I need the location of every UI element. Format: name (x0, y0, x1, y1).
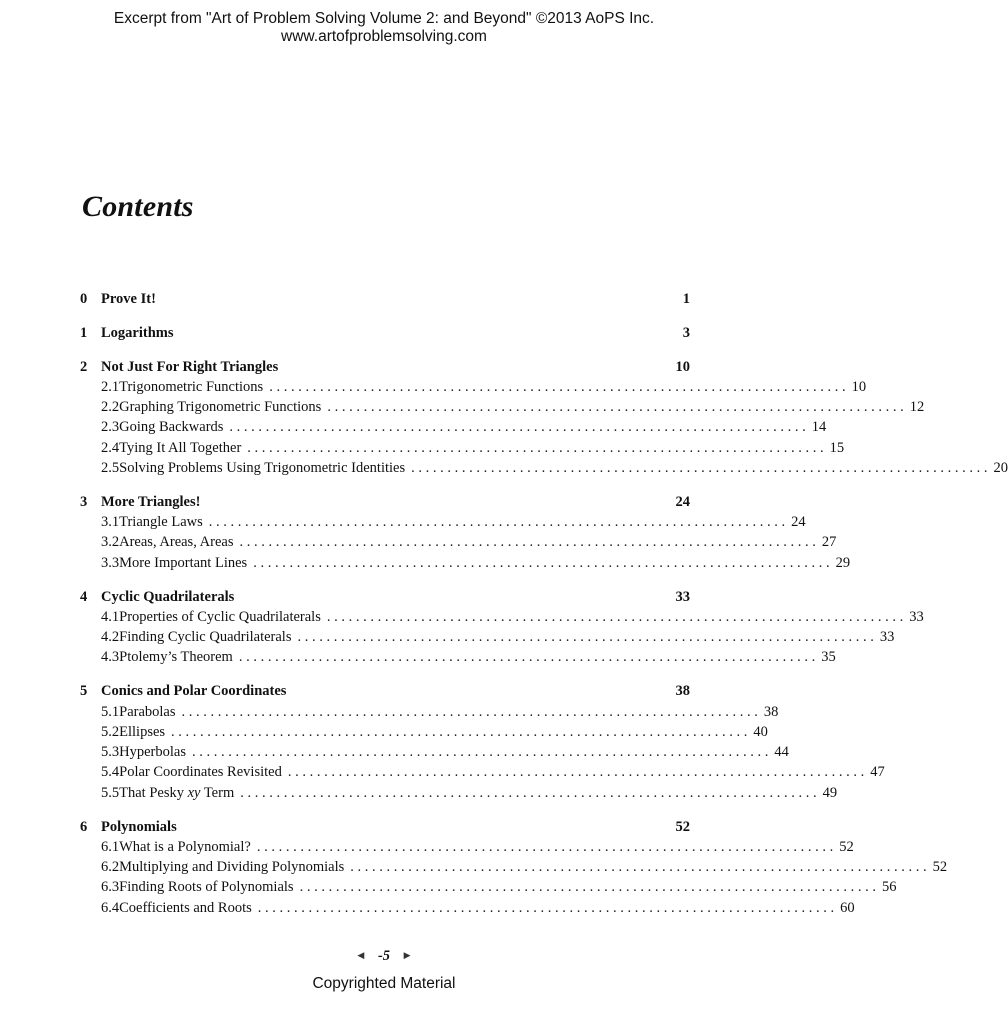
section-title: Multiplying and Dividing Polynomials (119, 859, 345, 876)
section-number: 4.2 (101, 629, 120, 646)
toc-section-row[interactable] (80, 419, 827, 439)
section-number: 6.1 (101, 838, 120, 855)
section-page: 33 (879, 629, 895, 646)
toc-section-row[interactable] (80, 439, 845, 460)
section-number: 2.1 (101, 378, 120, 395)
dot-leader: . . . . . . . . . . . . . . . . . . . . . . . . . . . . . . . . . . . . . . . . . . . . . . . . . . . . . . . . . . . . . . . . . . . . . . . . . . . . . . . . (181, 703, 758, 720)
toc-chapter-row[interactable] (80, 589, 690, 609)
section-number: 6.4 (101, 899, 120, 916)
toc-section-row[interactable] (80, 534, 837, 554)
section-page: 49 (822, 784, 838, 801)
section-title: Finding Roots of Polynomials (119, 879, 294, 896)
chapter-number: 5 (80, 683, 88, 700)
section-title: Properties of Cyclic Quadrilaterals (119, 608, 321, 625)
chapter-page: 3 (682, 324, 690, 341)
section-number: 5.4 (101, 764, 120, 781)
toc-section-row[interactable] (80, 744, 789, 764)
section-page: 47 (870, 764, 885, 781)
section-number: 4.3 (101, 649, 120, 666)
section-title: More Important Lines (119, 554, 248, 571)
section-page: 35 (821, 649, 836, 666)
section-number: 2.5 (101, 460, 120, 477)
section-title: That Pesky xy Term (119, 784, 235, 801)
triangle-left-icon[interactable]: ◀ (357, 950, 365, 960)
section-number: 3.3 (101, 554, 120, 571)
toc-section-row[interactable] (80, 514, 806, 534)
section-page: 40 (753, 723, 768, 740)
toc-section-row[interactable] (80, 859, 948, 879)
section-page: 24 (791, 514, 806, 531)
chapter-page: 1 (682, 291, 690, 307)
toc-chapter (80, 325, 690, 345)
dot-leader: . . . . . . . . . . . . . . . . . . . . . . . . . . . . . . . . . . . . . . . . . . . . . . . . . . . . . . . . . . . . . . . . . . . . . . . . . . . . . . . . (229, 419, 806, 436)
chapter-number: 3 (80, 493, 88, 510)
section-number: 3.2 (101, 534, 120, 551)
section-title: Trigonometric Functions (119, 378, 264, 395)
chapter-number: 6 (80, 818, 88, 835)
toc-chapter (80, 588, 924, 670)
section-page: 29 (835, 554, 851, 571)
section-page: 33 (909, 608, 924, 625)
section-number: 2.3 (101, 419, 120, 436)
chapter-title: Prove It! (101, 291, 156, 307)
chapter-number: 0 (80, 291, 88, 307)
chapter-page: 24 (675, 493, 690, 510)
dot-leader: . . . . . . . . . . . . . . . . . . . . . . . . . . . . . . . . . . . . . . . . . . . . . . . . . . . . . . . . . . . . . . . . . . . . . . . . . . . . . . . . (257, 899, 835, 916)
section-page: 60 (840, 899, 855, 916)
section-title: What is a Polynomial? (119, 838, 251, 855)
dot-leader: . . . . . . . . . . . . . . . . . . . . . . . . . . . . . . . . . . . . . . . . . . . . . . . . . . . . . . . . . . . . . . . . . . . . . . . . . . . . . . . . (326, 608, 904, 625)
section-number: 5.2 (101, 723, 120, 740)
section-page: 15 (829, 439, 845, 456)
toc-chapter-row[interactable] (80, 291, 690, 311)
chapter-number: 1 (80, 324, 88, 341)
section-title: Areas, Areas, Areas (119, 534, 234, 551)
chapter-number: 2 (80, 358, 88, 375)
section-title: Solving Problems Using Trigonometric Identities (119, 460, 406, 477)
chapter-page: 52 (675, 818, 690, 835)
section-number: 2.4 (101, 439, 120, 456)
dot-leader: . . . . . . . . . . . . . . . . . . . . . . . . . . . . . . . . . . . . . . . . . . . . . . . . . . . . . . . . . . . . . . . . . . . . . . . . . . . . . . . . (171, 723, 748, 740)
section-title: Tying It All Together (119, 439, 242, 456)
toc-section-row[interactable] (80, 784, 838, 805)
dot-leader: . . . . . . . . . . . . . . . . . . . . . . . . . . . . . . . . . . . . . . . . . . . . . . . . . . . . . . . . . . . . . . . . . . . . . . . . . . . . . . . . (411, 460, 988, 477)
section-page: 44 (774, 744, 789, 761)
section-number: 4.1 (101, 608, 120, 625)
toc-chapter (80, 493, 851, 575)
section-page: 27 (821, 534, 837, 551)
toc-section-row[interactable] (80, 879, 897, 899)
page-number: -5 (377, 948, 391, 964)
section-number: 2.2 (101, 399, 120, 416)
section-title: Going Backwards (119, 419, 224, 436)
section-page: 56 (881, 879, 897, 896)
toc-section-row[interactable] (80, 629, 895, 649)
dot-leader: . . . . . . . . . . . . . . . . . . . . . . . . . . . . . . . . . . . . . . . . . . . . . . . . . . . . . . . . . . . . . . . . . . . . . . . . . . . . . . . . (191, 744, 769, 761)
toc-chapter-row[interactable] (80, 683, 690, 703)
section-title: Hyperbolas (119, 744, 186, 761)
chapter-title: Cyclic Quadrilaterals (101, 588, 235, 605)
section-number: 6.2 (101, 859, 120, 876)
header-excerpt-line: Excerpt from "Art of Problem Solving Volume 2: and Beyond" ©2013 AoPS Inc. (113, 10, 655, 27)
chapter-title: Logarithms (101, 324, 174, 341)
chapter-page: 33 (675, 588, 690, 605)
dot-leader: . . . . . . . . . . . . . . . . . . . . . . . . . . . . . . . . . . . . . . . . . . . . . . . . . . . . . . . . . . . . . . . . . . . . . . . . . . . . . . . . (299, 879, 876, 896)
copyright-notice: Copyrighted Material (312, 975, 456, 992)
toc-section-row[interactable] (80, 608, 924, 629)
section-number: 3.1 (101, 514, 120, 531)
section-page: 10 (851, 378, 867, 395)
toc-chapter (80, 291, 690, 311)
section-number: 5.5 (101, 784, 120, 801)
section-page: 14 (811, 419, 827, 436)
toc-section-row[interactable] (80, 899, 855, 920)
toc-section-row[interactable] (80, 460, 1008, 480)
chapter-page: 38 (675, 683, 690, 700)
section-page: 38 (763, 703, 779, 720)
dot-leader: . . . . . . . . . . . . . . . . . . . . . . . . . . . . . . . . . . . . . . . . . . . . . . . . . . . . . . . . . . . . . . . . . . . . . . . . . . . . . . . . (256, 838, 834, 855)
section-title: Parabolas (119, 703, 176, 720)
section-number: 5.1 (101, 703, 120, 720)
dot-leader: . . . . . . . . . . . . . . . . . . . . . . . . . . . . . . . . . . . . . . . . . . . . . . . . . . . . . . . . . . . . . . . . . . . . . . . . . . . . . . . . (238, 649, 816, 666)
toc-section-row[interactable] (80, 554, 851, 575)
toc-section-row[interactable] (80, 703, 779, 724)
toc-section-row[interactable] (80, 378, 867, 399)
toc-section-row[interactable] (80, 838, 854, 859)
section-number: 6.3 (101, 879, 120, 896)
section-page: 52 (839, 838, 854, 855)
dot-leader: . . . . . . . . . . . . . . . . . . . . . . . . . . . . . . . . . . . . . . . . . . . . . . . . . . . . . . . . . . . . . . . . . . . . . . . . . . . . . . . . (208, 514, 786, 531)
section-page: 20 (993, 460, 1008, 477)
section-title: Finding Cyclic Quadrilaterals (119, 629, 292, 646)
chapter-title: Polynomials (101, 818, 177, 835)
toc-chapter (80, 683, 885, 805)
section-title: Ellipses (119, 723, 166, 740)
dot-leader: . . . . . . . . . . . . . . . . . . . . . . . . . . . . . . . . . . . . . . . . . . . . . . . . . . . . . . . . . . . . . . . . . . . . . . . . . . . . . . . . (253, 554, 830, 571)
section-page: 12 (909, 399, 925, 416)
section-title: Polar Coordinates Revisited (119, 764, 282, 781)
toc-chapter-row[interactable] (80, 359, 690, 379)
dot-leader: . . . . . . . . . . . . . . . . . . . . . . . . . . . . . . . . . . . . . . . . . . . . . . . . . . . . . . . . . . . . . . . . . . . . . . . . . . . . . . . . (350, 859, 927, 876)
toc-chapter-row[interactable] (80, 325, 690, 345)
dot-leader: . . . . . . . . . . . . . . . . . . . . . . . . . . . . . . . . . . . . . . . . . . . . . . . . . . . . . . . . . . . . . . . . . . . . . . . . . . . . . . . . (240, 784, 817, 801)
section-page: 52 (932, 859, 948, 876)
section-title: Coefficients and Roots (119, 899, 252, 916)
toc-chapter (80, 818, 948, 920)
page-navigation (0, 948, 768, 965)
toc-section-row[interactable] (80, 764, 885, 784)
section-title: Triangle Laws (119, 514, 203, 531)
dot-leader: . . . . . . . . . . . . . . . . . . . . . . . . . . . . . . . . . . . . . . . . . . . . . . . . . . . . . . . . . . . . . . . . . . . . . . . . . . . . . . . . (297, 629, 874, 646)
dot-leader: . . . . . . . . . . . . . . . . . . . . . . . . . . . . . . . . . . . . . . . . . . . . . . . . . . . . . . . . . . . . . . . . . . . . . . . . . . . . . . . . (239, 534, 816, 551)
toc-chapter (80, 358, 1008, 481)
chapter-title: More Triangles! (101, 493, 201, 510)
dot-leader: . . . . . . . . . . . . . . . . . . . . . . . . . . . . . . . . . . . . . . . . . . . . . . . . . . . . . . . . . . . . . . . . . . . . . . . . . . . . . . . . (327, 399, 904, 416)
chapter-page: 10 (675, 358, 690, 375)
dot-leader: . . . . . . . . . . . . . . . . . . . . . . . . . . . . . . . . . . . . . . . . . . . . . . . . . . . . . . . . . . . . . . . . . . . . . . . . . . . . . . . . (247, 439, 824, 456)
dot-leader: . . . . . . . . . . . . . . . . . . . . . . . . . . . . . . . . . . . . . . . . . . . . . . . . . . . . . . . . . . . . . . . . . . . . . . . . . . . . . . . . (269, 378, 846, 395)
section-title: Graphing Trigonometric Functions (119, 399, 322, 416)
chapter-number: 4 (80, 588, 88, 605)
page-header (0, 10, 768, 46)
toc-section-row[interactable] (80, 649, 836, 669)
toc-chapter-row[interactable] (80, 494, 690, 514)
chapter-title: Conics and Polar Coordinates (101, 683, 287, 700)
header-url-line: www.artofproblemsolving.com (281, 28, 487, 45)
dot-leader: . . . . . . . . . . . . . . . . . . . . . . . . . . . . . . . . . . . . . . . . . . . . . . . . . . . . . . . . . . . . . . . . . . . . . . . . . . . . . . . . (287, 764, 865, 781)
toc-section-row[interactable] (80, 723, 768, 744)
section-title: Ptolemy’s Theorem (119, 649, 233, 666)
table-of-contents (80, 291, 1008, 934)
toc-section-row[interactable] (80, 399, 925, 419)
section-number: 5.3 (101, 744, 120, 761)
page-title: Contents (82, 190, 194, 223)
toc-chapter-row[interactable] (80, 819, 690, 839)
chapter-title: Not Just For Right Triangles (101, 358, 279, 375)
triangle-right-icon[interactable]: ▶ (403, 950, 411, 960)
